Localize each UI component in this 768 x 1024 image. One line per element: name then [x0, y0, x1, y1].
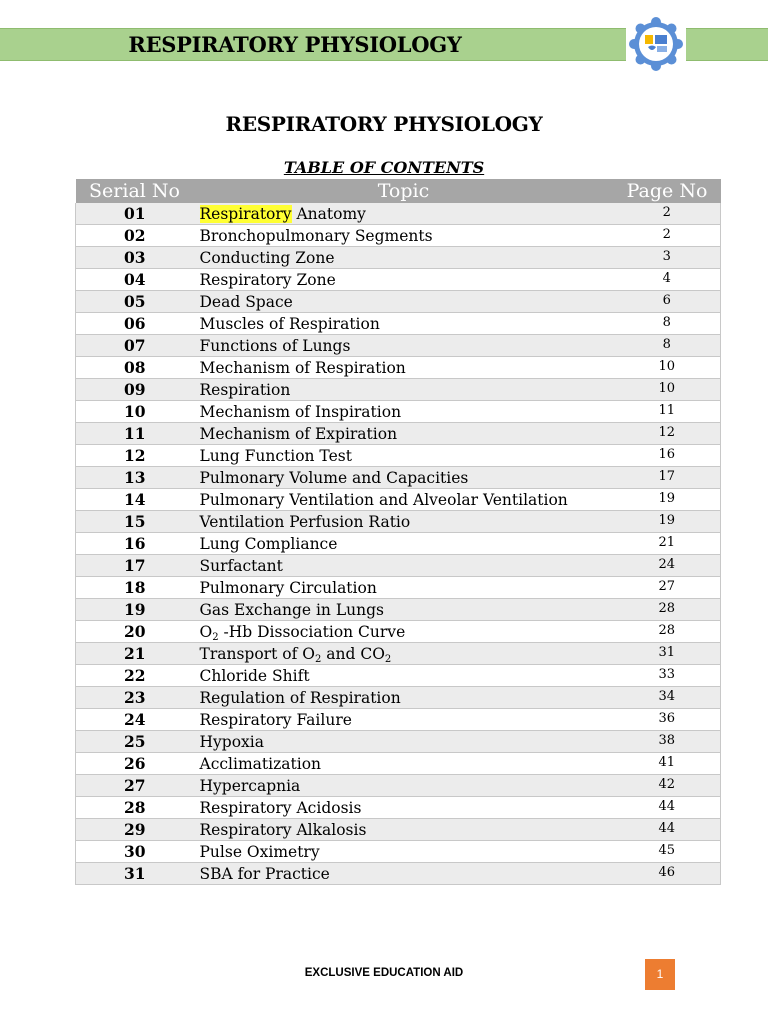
header-title: RESPIRATORY PHYSIOLOGY: [128, 32, 462, 57]
toc-row: [76, 687, 721, 709]
row-topic: Respiratory Alkalosis: [194, 819, 614, 841]
toc-row: [76, 533, 721, 555]
row-topic: Acclimatization: [194, 753, 614, 775]
row-topic: Bronchopulmonary Segments: [194, 225, 614, 247]
row-page: 16: [614, 445, 721, 467]
row-serial: 28: [76, 797, 194, 819]
toc-row: [76, 511, 721, 533]
toc-row: [76, 863, 721, 885]
row-serial: 07: [76, 335, 194, 357]
toc-row: [76, 577, 721, 599]
toc-row: [76, 489, 721, 511]
row-serial: 27: [76, 775, 194, 797]
row-serial: 04: [76, 269, 194, 291]
institution-logo-icon: [628, 16, 684, 72]
toc-row: [76, 599, 721, 621]
row-topic: Pulmonary Circulation: [194, 577, 614, 599]
row-topic: Functions of Lungs: [194, 335, 614, 357]
row-topic: Conducting Zone: [194, 247, 614, 269]
row-serial: 10: [76, 401, 194, 423]
row-serial: 16: [76, 533, 194, 555]
row-topic: Chloride Shift: [194, 665, 614, 687]
footer-text: EXCLUSIVE EDUCATION AID: [304, 967, 464, 979]
row-serial: 29: [76, 819, 194, 841]
row-serial: 05: [76, 291, 194, 313]
row-page: 19: [614, 511, 721, 533]
row-page: 17: [614, 467, 721, 489]
row-page: 6: [614, 291, 721, 313]
row-serial: 09: [76, 379, 194, 401]
toc-row: [76, 379, 721, 401]
row-page: 24: [614, 555, 721, 577]
toc-row: [76, 665, 721, 687]
row-serial: 03: [76, 247, 194, 269]
row-page: 36: [614, 709, 721, 731]
toc-row: [76, 445, 721, 467]
row-page: 42: [614, 775, 721, 797]
row-topic: Respiration: [194, 379, 614, 401]
row-topic: Lung Function Test: [194, 445, 614, 467]
row-serial: 01: [76, 203, 194, 225]
row-serial: 19: [76, 599, 194, 621]
toc-row: [76, 555, 721, 577]
toc-row: [76, 643, 721, 665]
row-serial: 24: [76, 709, 194, 731]
row-topic: Mechanism of Respiration: [194, 357, 614, 379]
column-header-topic: Topic: [194, 179, 614, 203]
row-serial: 20: [76, 621, 194, 643]
row-topic: Pulse Oximetry: [194, 841, 614, 863]
toc-row: [76, 731, 721, 753]
row-topic: Muscles of Respiration: [194, 313, 614, 335]
row-page: 45: [614, 841, 721, 863]
row-page: 2: [614, 203, 721, 225]
row-page: 46: [614, 863, 721, 885]
row-serial: 25: [76, 731, 194, 753]
row-topic: Transport of $O_2$ and $CO_2$: [194, 643, 614, 665]
toc-row: [76, 335, 721, 357]
document-title: RESPIRATORY PHYSIOLOGY: [225, 112, 543, 136]
row-page: 2: [614, 225, 721, 247]
toc-row: [76, 819, 721, 841]
row-topic: Dead Space: [194, 291, 614, 313]
row-topic: Gas Exchange in Lungs: [194, 599, 614, 621]
row-page: 31: [614, 643, 721, 665]
header-bar-right: [686, 28, 768, 61]
row-topic: Regulation of Respiration: [194, 687, 614, 709]
toc-row: [76, 313, 721, 335]
toc-row: [76, 269, 721, 291]
row-topic: Respiratory Anatomy: [194, 203, 614, 225]
row-topic: Respiratory Zone: [194, 269, 614, 291]
toc-row: [76, 291, 721, 313]
row-serial: 31: [76, 863, 194, 885]
row-serial: 30: [76, 841, 194, 863]
toc-row: [76, 841, 721, 863]
toc-row: [76, 797, 721, 819]
row-serial: 08: [76, 357, 194, 379]
row-page: 12: [614, 423, 721, 445]
row-topic: Surfactant: [194, 555, 614, 577]
row-serial: 15: [76, 511, 194, 533]
toc-row: [76, 709, 721, 731]
toc-heading: TABLE OF CONTENTS: [283, 158, 485, 177]
row-page: 44: [614, 819, 721, 841]
row-page: 11: [614, 401, 721, 423]
toc-row: [76, 775, 721, 797]
toc-row: [76, 225, 721, 247]
toc-row: [76, 247, 721, 269]
row-page: 21: [614, 533, 721, 555]
row-topic: Ventilation Perfusion Ratio: [194, 511, 614, 533]
row-page: 10: [614, 357, 721, 379]
row-page: 19: [614, 489, 721, 511]
row-topic: Pulmonary Volume and Capacities: [194, 467, 614, 489]
toc-row: [76, 357, 721, 379]
row-topic: Lung Compliance: [194, 533, 614, 555]
row-serial: 14: [76, 489, 194, 511]
row-page: 8: [614, 335, 721, 357]
page-number-badge: 1: [645, 959, 675, 990]
row-page: 10: [614, 379, 721, 401]
row-serial: 26: [76, 753, 194, 775]
column-header-serial: Serial No: [76, 179, 194, 203]
row-topic: Hypercapnia: [194, 775, 614, 797]
row-topic: Mechanism of Inspiration: [194, 401, 614, 423]
row-page: 44: [614, 797, 721, 819]
row-serial: 12: [76, 445, 194, 467]
row-topic: Mechanism of Expiration: [194, 423, 614, 445]
row-page: 27: [614, 577, 721, 599]
toc-table: [75, 179, 721, 885]
row-page: 3: [614, 247, 721, 269]
row-topic: Pulmonary Ventilation and Alveolar Ventilation: [194, 489, 614, 511]
toc-row: [76, 753, 721, 775]
row-serial: 02: [76, 225, 194, 247]
row-page: 38: [614, 731, 721, 753]
row-serial: 11: [76, 423, 194, 445]
row-page: 4: [614, 269, 721, 291]
column-header-page: Page No: [614, 179, 721, 203]
row-serial: 22: [76, 665, 194, 687]
row-page: 41: [614, 753, 721, 775]
row-serial: 21: [76, 643, 194, 665]
row-page: 8: [614, 313, 721, 335]
row-serial: 06: [76, 313, 194, 335]
row-page: 34: [614, 687, 721, 709]
toc-row: [76, 203, 721, 225]
row-topic: Respiratory Failure: [194, 709, 614, 731]
toc-row: [76, 467, 721, 489]
row-topic: Respiratory Acidosis: [194, 797, 614, 819]
toc-row: [76, 621, 721, 643]
toc-row: [76, 423, 721, 445]
row-serial: 23: [76, 687, 194, 709]
row-topic: Hypoxia: [194, 731, 614, 753]
row-page: 28: [614, 621, 721, 643]
row-page: 33: [614, 665, 721, 687]
row-serial: 17: [76, 555, 194, 577]
row-serial: 13: [76, 467, 194, 489]
row-page: 28: [614, 599, 721, 621]
row-topic: SBA for Practice: [194, 863, 614, 885]
toc-row: [76, 401, 721, 423]
row-topic: $O_2$ -Hb Dissociation Curve: [194, 621, 614, 643]
row-serial: 18: [76, 577, 194, 599]
